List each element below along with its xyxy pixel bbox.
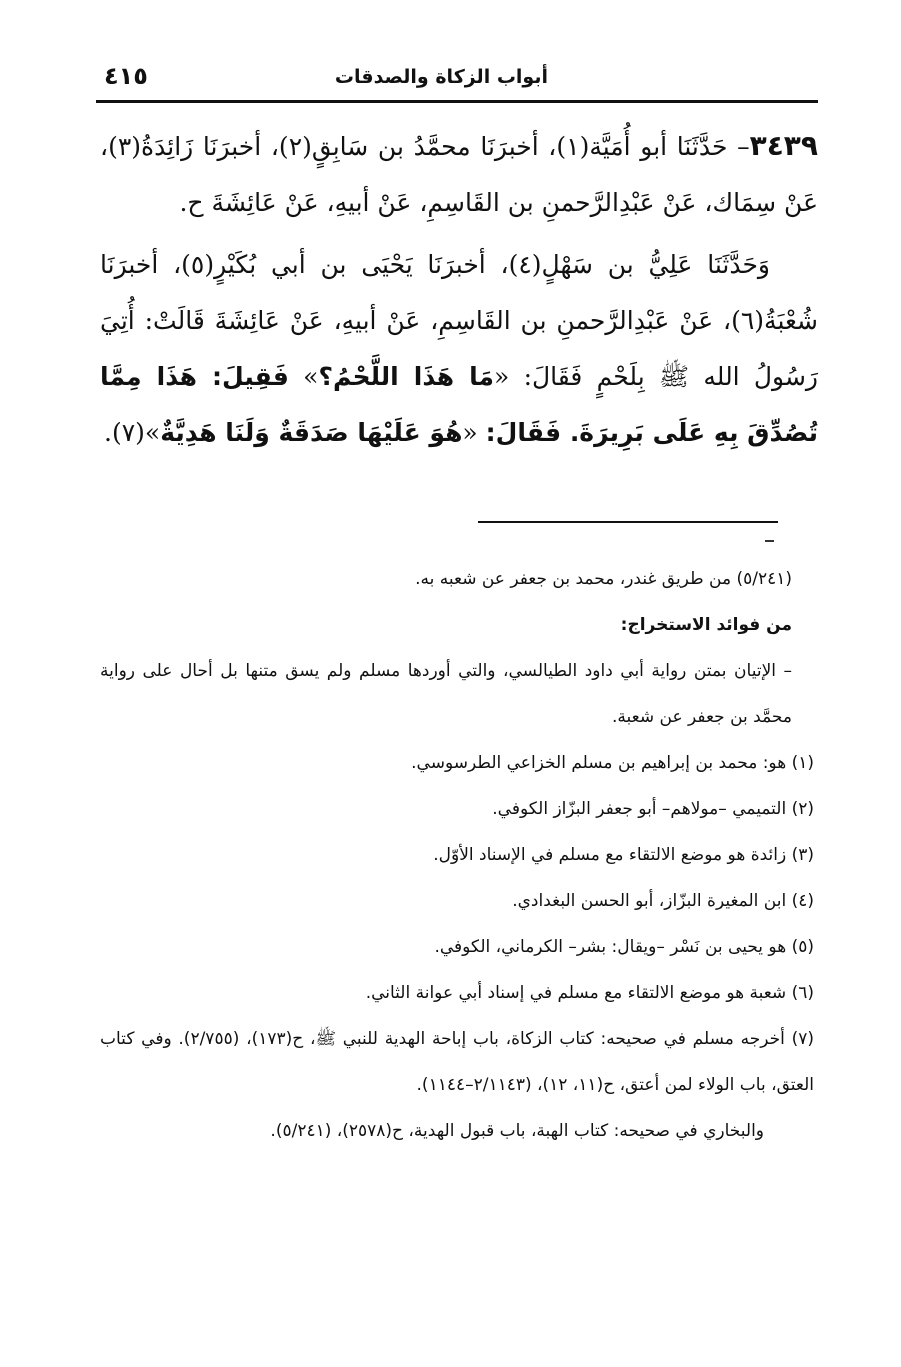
quote-open-2: « (462, 418, 486, 447)
footnote-7-bukhari: والبخاري في صحيحه: كتاب الهبة، باب قبول الهدية، ح(٢٥٧٨)، (٥/٢٤١). (270, 1121, 764, 1141)
footnote-reference: (٥/٢٤١) من طريق غندر، محمد بن جعفر عن شعبه به. (415, 569, 792, 589)
quote-close-1: » (288, 362, 319, 391)
hadith-number: ٣٤٣٩ (749, 129, 818, 162)
running-header (96, 62, 818, 96)
reply-text: فَقِيلَ: هَذَا مِمَّا تُصُدِّقَ بِهِ عَلَى بَرِيرَةَ. فَقَالَ: (100, 362, 818, 447)
chain-1-text: – حَدَّثَنَا أبو أُمَيَّة(١)، أخبرَنَا محمَّدُ بن سَابِقٍ(٢)، أخبرَنَا زَائِدَةُ(٣)، عَنْ سِمَاك، عَنْ عَبْدِالرَّحمنِ بن القَاسِمِ، عَنْ أبيهِ، عَنْ عَائِشَةَ ح. (100, 132, 818, 217)
footnote-2: (٢) التميمي –مولاهم– أبو جعفر البزّاز الكوفي. (492, 799, 814, 819)
prophet-question: مَا هَذَا اللَّحْمُ؟ (318, 362, 495, 391)
benefit-item: – الإتيان بمتن رواية أبي داود الطيالسي، والتي أوردها مسلم ولم يسق متنها بل أحال على رواية محمَّد بن جعفر عن شعبة. (100, 661, 792, 727)
prophet-statement: هُوَ عَلَيْهَا صَدَقَةٌ وَلَنَا هَدِيَّةٌ (160, 418, 463, 447)
quote-close-2: »(٧). (104, 418, 161, 447)
page-number: ٤١٥ (104, 62, 148, 90)
chain-2-text: وَحَدَّثَنَا عَلِيُّ بن سَهْلٍ(٤)، أخبرَنَا يَحْيَى بن أبي بُكَيْرٍ(٥)، أخبرَنَا شُعْبَةُ(٦)، عَنْ عَبْدِالرَّحمنِ بن القَاسِمِ، عَنْ أبيهِ، عَنْ عَائِشَةَ قَالَتْ: أُتِيَ رَسُولُ الله ﷺ بِلَحْمٍ فَقَالَ: « (100, 250, 818, 391)
footnote-7: (٧) أخرجه مسلم في صحيحه: كتاب الزكاة، باب إباحة الهدية للنبي ﷺ، ح(١٧٣)، (٢/٧٥٥). وفي كتاب العتق، باب الولاء لمن أعتق، ح(١١، ١٢)، (٢/١١٤٣–١١٤٤). (100, 1029, 814, 1095)
footnote-1: (١) هو: محمد بن إبراهيم بن مسلم الخزاعي الطرسوسي. (411, 753, 814, 773)
scan-mark (765, 540, 774, 542)
footnote-separator (478, 521, 778, 523)
hadith-chain-2 (100, 237, 818, 461)
footnote-5: (٥) هو يحيى بن نَسْر –ويقال: بشر– الكرماني، الكوفي. (434, 937, 814, 957)
header-rule (96, 100, 818, 103)
footnotes (100, 556, 814, 1154)
footnote-6: (٦) شعبة هو موضع الالتقاء مع مسلم في إسناد أبي عوانة الثاني. (365, 983, 814, 1003)
hadith-chain-1 (100, 118, 818, 231)
footnote-3: (٣) زائدة هو موضع الالتقاء مع مسلم في الإسناد الأوّل. (433, 845, 814, 865)
benefits-heading: من فوائد الاستخراج: (620, 615, 792, 635)
hadith-text (100, 118, 818, 461)
header-title: أبواب الزكاة والصدقات (334, 66, 548, 88)
footnote-4: (٤) ابن المغيرة البزّاز، أبو الحسن البغدادي. (512, 891, 814, 911)
